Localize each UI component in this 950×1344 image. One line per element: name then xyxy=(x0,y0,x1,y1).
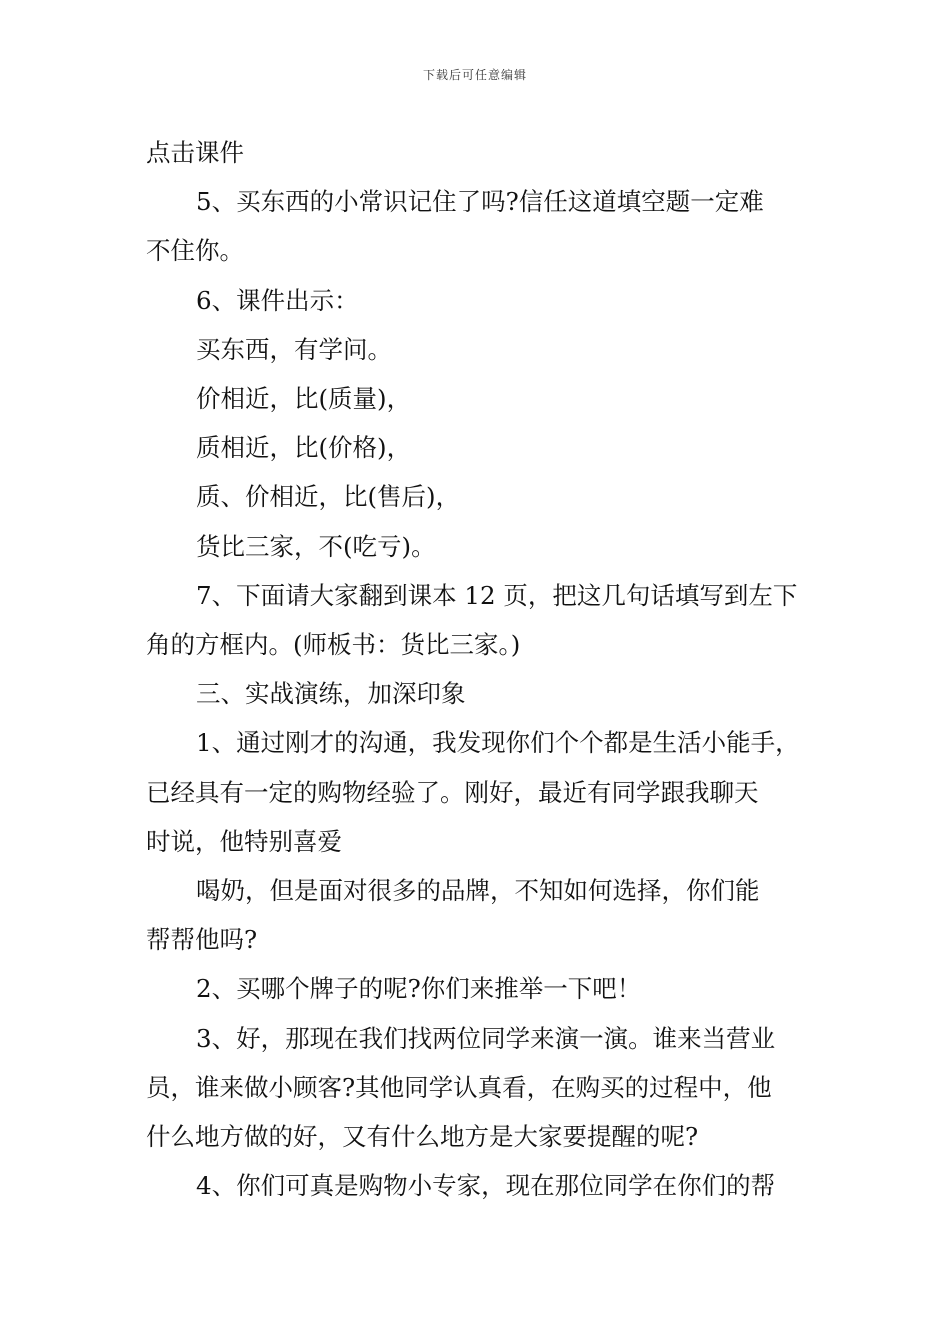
paragraph-line: 3、好，那现在我们找两位同学来演一演。谁来当营业 xyxy=(196,1023,776,1053)
paragraph-line: 质相近，比(价格)， xyxy=(196,433,412,463)
paragraph-line: 已经具有一定的购物经验了。刚好，最近有同学跟我聊天 xyxy=(146,777,759,807)
paragraph-line: 点击课件 xyxy=(146,138,244,167)
paragraph-line: 质、价相近，比(售后)， xyxy=(196,482,461,512)
paragraph-line: 1、通过刚才的沟通，我发现你们个个都是生活小能手， xyxy=(196,728,800,758)
paragraph-line: 2、买哪个牌子的呢?你们来推举一下吧！ xyxy=(196,974,642,1004)
paragraph-line: 喝奶，但是面对很多的品牌，不知如何选择，你们能 xyxy=(196,876,760,906)
paragraph-line: 货比三家，不(吃亏)。 xyxy=(196,531,436,561)
document-body xyxy=(146,128,811,1210)
paragraph-line: 角的方框内。(师板书：货比三家。) xyxy=(146,630,521,660)
section-heading: 三、实战演练，加深印象 xyxy=(196,679,466,709)
paragraph-line: 5、买东西的小常识记住了吗?信任这道填空题一定难 xyxy=(196,187,764,217)
paragraph-line: 员，谁来做小顾客?其他同学认真看，在购买的过程中，他 xyxy=(146,1072,772,1102)
paragraph-line: 6、课件出示： xyxy=(196,285,359,315)
paragraph-line: 4、你们可真是购物小专家，现在那位同学在你们的帮 xyxy=(196,1171,776,1201)
paragraph-line: 帮帮他吗? xyxy=(146,925,258,955)
paragraph-line: 买东西，有学问。 xyxy=(196,334,392,364)
paragraph-line: 不住你。 xyxy=(146,236,244,266)
paragraph-line: 什么地方做的好，又有什么地方是大家要提醒的呢? xyxy=(146,1122,699,1152)
paragraph-line: 时说，他特别喜爱 xyxy=(146,826,342,856)
paragraph-line: 价相近，比(质量)， xyxy=(196,384,412,414)
page-header: 下载后可任意编辑 xyxy=(422,68,527,82)
paragraph-line: 7、下面请大家翻到课本 12 页，把这几句话填写到左下 xyxy=(196,580,798,610)
